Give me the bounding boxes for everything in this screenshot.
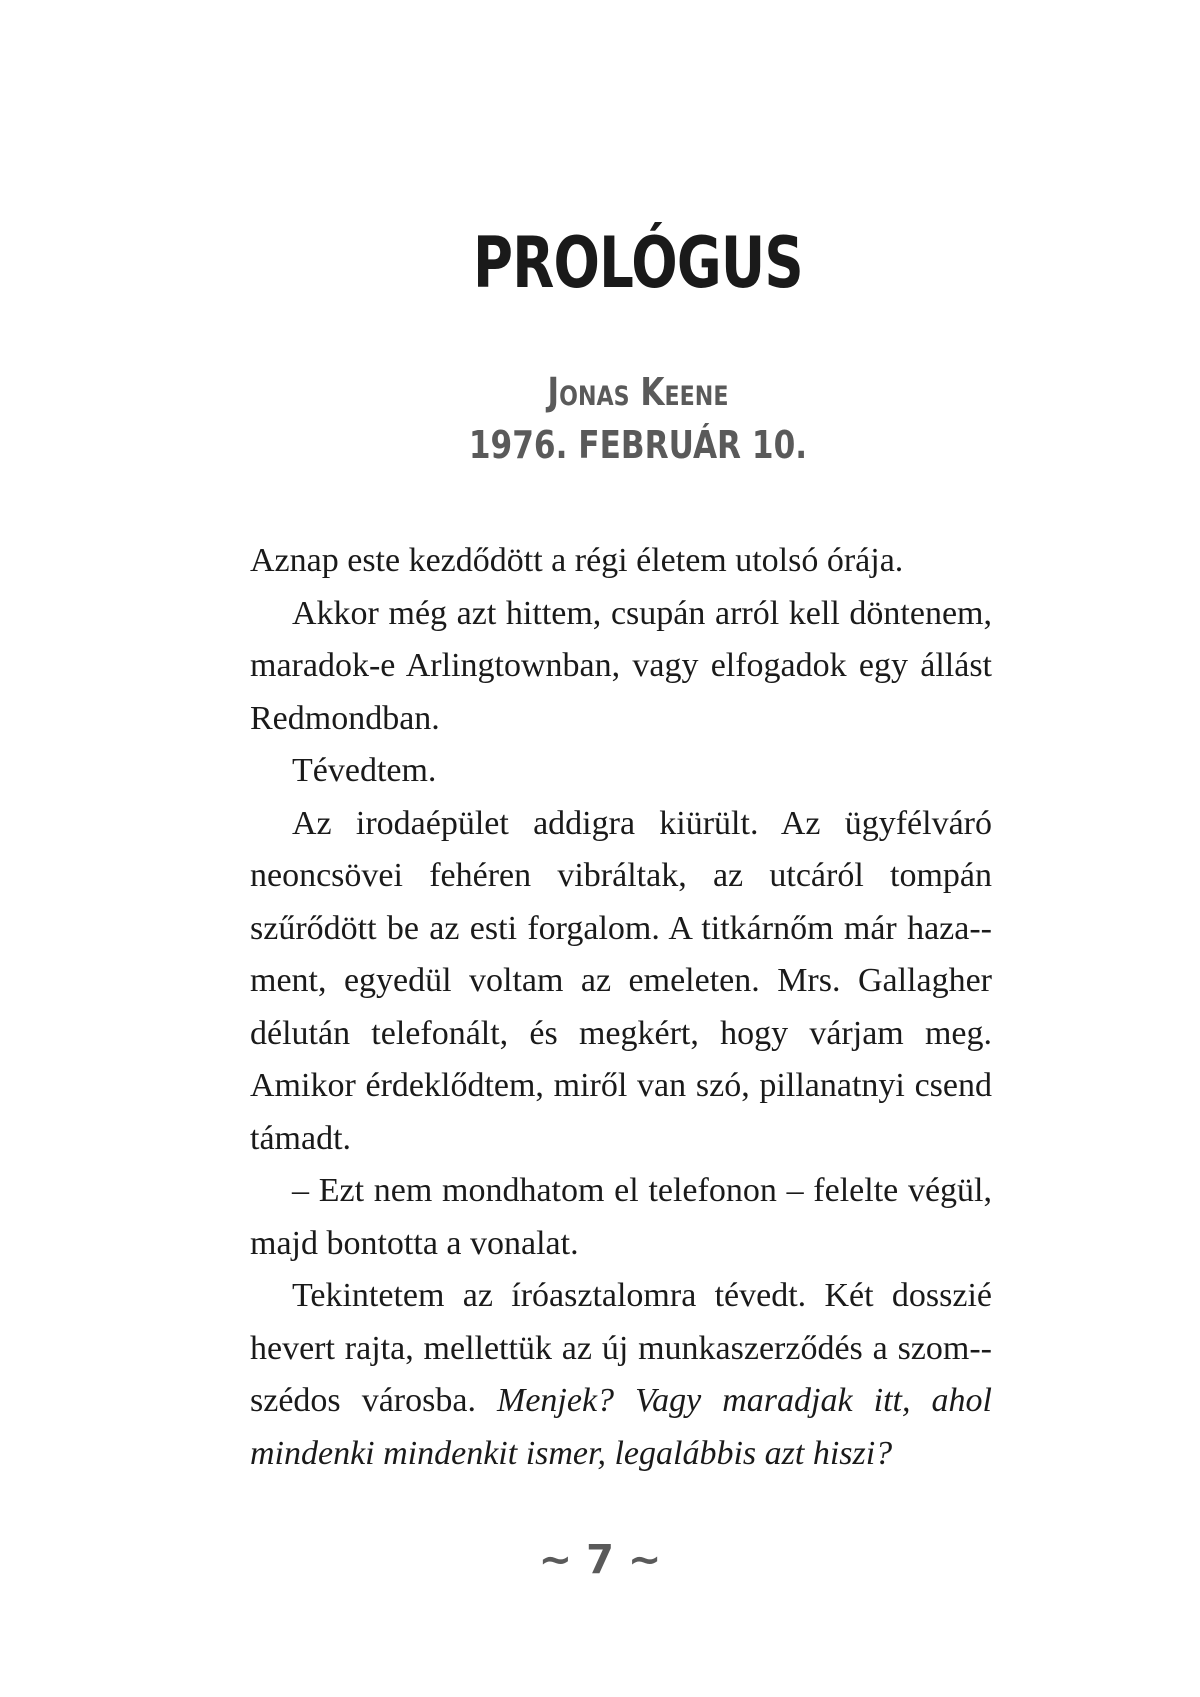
- paragraph-6-text: Tekintetem az íróasztalomra tévedt. Két dosszié hevert rajta, mellettük az új munkaszerződés a szom-szédos városba.: [250, 1277, 992, 1419]
- paragraph-5: – Ezt nem mondhatom el telefonon – felelte végül, majd bontotta a vonalat.: [250, 1172, 992, 1262]
- paragraph-4: Az irodaépület addigra kiürült. Az ügyfélváró neoncsövei fehéren vibráltak, az utcáról tompán szűrődött be az esti forgalom. A titkárnőm már haza-ment, egyedül voltam az emeleten. Mrs. Gallagher délután telefonált, és megkért, hogy várjam meg. Amikor érdeklődtem, miről van szó, pillanatnyi csend támadt.: [250, 804, 992, 1157]
- paragraph-6: [250, 1270, 992, 1480]
- chapter-title: PROLÓGUS: [473, 222, 803, 304]
- paragraph-3: Tévedtem.: [292, 752, 437, 789]
- paragraph-1: Aznap este kezdődött a régi életem utolsó órája.: [250, 542, 904, 579]
- page-number: ~ 7 ~: [538, 1537, 662, 1583]
- paragraph-6-italic: Menjek? Vagy maradjak itt, ahol mindenki mindenkit ismer, legalábbis azt hiszi?: [250, 1382, 992, 1472]
- body-text: [250, 535, 992, 1480]
- chapter-author: Jonas Keene: [547, 370, 729, 414]
- chapter-date: 1976. FEBRUÁR 10.: [468, 423, 808, 467]
- paragraph-2: Akkor még azt hittem, csupán arról kell döntenem, maradok-e Arlingtownban, vagy elfogadok egy állást Redmondban.: [250, 594, 992, 737]
